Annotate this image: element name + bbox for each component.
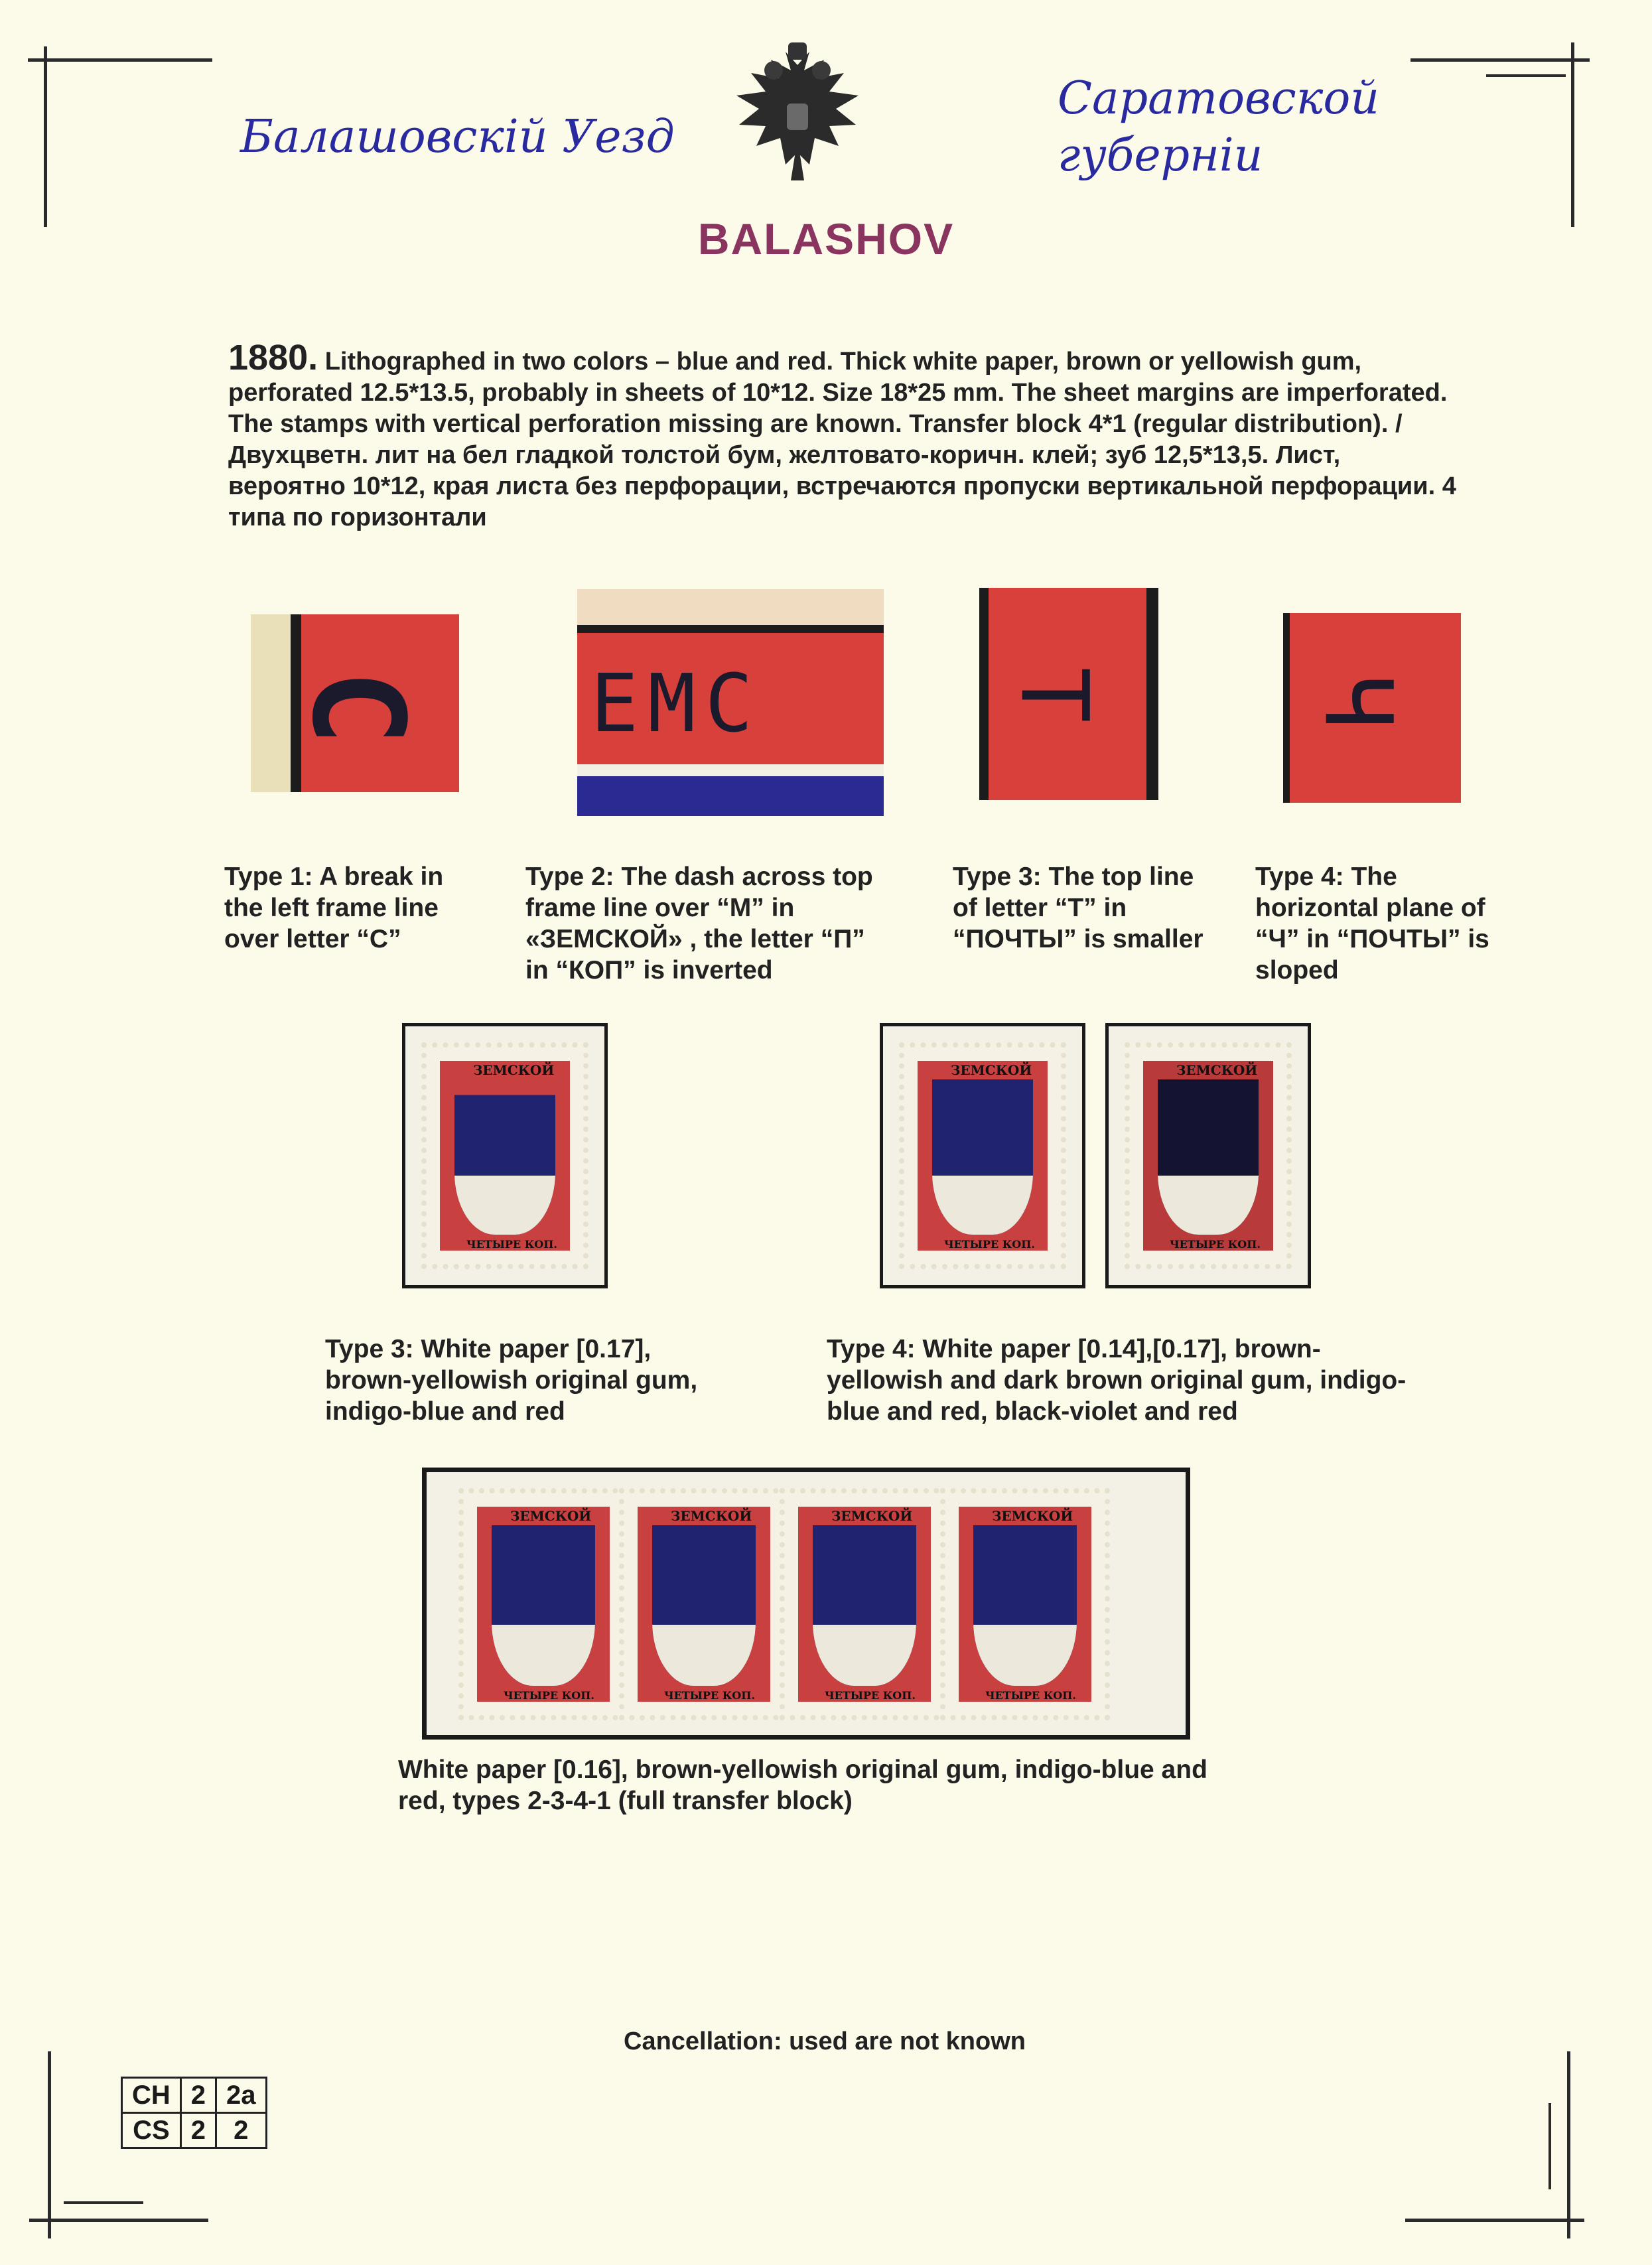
catalog-table [121,2077,267,2149]
double-headed-eagle-icon [724,40,870,187]
stamp-type4a-bottom: ЧЕТЫРЕ КОП. [944,1238,1035,1251]
type2-caption: Type 2: The dash across top frame line over “М” in «ЗЕМСКОЙ» , the letter “П” in “КОП” is inverted [525,862,873,985]
strip-stamp-3-bottom: ЧЕТЫРЕ КОП. [825,1689,916,1702]
catalog-value: 2 [216,2113,267,2148]
strip-stamp-4 [940,1488,1110,1720]
corner-top-right-h [1411,58,1590,62]
type2-detail-image [577,589,884,816]
catalog-label: CS [122,2113,181,2148]
catalog-value: 2 [180,2078,216,2113]
stamp-type4b-top: ЗЕМСКОЙ [1176,1062,1258,1078]
strip-stamp-1-top: ЗЕМСКОЙ [510,1508,592,1524]
strip-stamp-2 [619,1488,789,1720]
strip-stamp-2-bottom: ЧЕТЫРЕ КОП. [664,1689,755,1702]
strip-stamp-1-bottom: ЧЕТЫРЕ КОП. [504,1689,594,1702]
stamp-type3 [421,1042,588,1269]
cancellation-note: Cancellation: used are not known [624,2027,1026,2055]
stamp-type4a-top: ЗЕМСКОЙ [951,1062,1032,1078]
type4-detail-image [1283,613,1461,803]
stamp-type3-bottom: ЧЕТЫРЕ КОП. [466,1238,557,1251]
type4-stamp-caption: Type 4: White paper [0.14],[0.17], brown-yellowish and dark brown original gum, indigo-blue and red, black-violet and red [827,1335,1407,1426]
type3-detail-glyph: Т [999,667,1108,723]
type4-caption: Type 4: The horizontal plane of “Ч” in “ПОЧТЫ” is sloped [1255,862,1489,985]
corner-bottom-left-v [48,2051,51,2238]
catalog-label: CH [122,2078,181,2113]
corner-bottom-right-v2 [1549,2103,1551,2189]
corner-bottom-left-h2 [64,2201,143,2204]
type3-caption: Type 3: The top line of letter “Т” in “ПОЧТЫ” is smaller [953,862,1204,953]
type1-caption: Type 1: A break in the left frame line over letter “С” [224,862,444,953]
type3-stamp-caption: Type 3: White paper [0.17], brown-yellowish original gum, indigo-blue and red [325,1335,698,1426]
corner-top-right-h2 [1486,74,1566,77]
corner-bottom-right-v [1567,2051,1570,2238]
type4-stamp-mount-2 [1105,1023,1311,1288]
corner-bottom-left-h [29,2219,208,2222]
stamp-type4-b [1125,1042,1292,1269]
strip-stamp-4-top: ЗЕМСКОЙ [992,1508,1073,1524]
catalog-row [122,2078,267,2113]
type3-detail-image [979,588,1158,800]
strip-stamp-3 [780,1488,949,1720]
transfer-block-caption: White paper [0.16], brown-yellowish original gum, indigo-blue and red, types 2-3-4-1 (full transfer block) [398,1755,1207,1815]
district-title: Балашовскій Уезд [240,111,675,163]
page-title: BALASHOV [697,214,955,263]
strip-stamp-3-top: ЗЕМСКОЙ [831,1508,913,1524]
intro-text: Lithographed in two colors – blue and red. Thick white paper, brown or yellowish gum, perforated 12.5*13.5, probably in sheets of 10*12. Size 18*25 mm. The sheet margins are imperforated. The stamps with vertical perforation missing are known. Transfer block 4*1 (regular distribution). / Двухцветн. лит на бел гладкой толстой бум, желтовато-коричн. клей; зуб 12,5*13,5. Лист, вероятно 10*12, края листа без перфорации, встречаются пропуски вертикальной перфорации. 4 типа по горизонтали [228,348,1456,531]
strip-stamp-2-top: ЗЕМСКОЙ [671,1508,752,1524]
type3-stamp-mount [402,1023,608,1288]
stamp-type3-top: ЗЕМСКОЙ [473,1062,555,1078]
province-title-line2: губерніи [1058,129,1263,182]
type1-detail-glyph: C [284,669,431,746]
type4-stamp-mount-1 [880,1023,1085,1288]
corner-top-left-h [28,58,212,62]
catalog-value: 2 [180,2113,216,2148]
stamp-type4-a [899,1042,1066,1269]
type2-detail-glyph: ЕМС [590,658,762,750]
strip-stamp-4-bottom: ЧЕТЫРЕ КОП. [985,1689,1076,1702]
corner-bottom-right-h [1405,2219,1584,2222]
stamp-type4b-bottom: ЧЕТЫРЕ КОП. [1170,1238,1261,1251]
catalog-value: 2a [216,2078,267,2113]
transfer-block-mount [422,1468,1190,1740]
intro-paragraph [228,338,1462,533]
intro-year: 1880. [228,338,318,378]
type4-detail-glyph: Ч [1303,673,1412,730]
type1-detail-image [251,614,459,792]
strip-stamp-1 [458,1488,628,1720]
catalog-row [122,2113,267,2148]
province-title-line1: Саратовской [1058,72,1380,125]
corner-top-right-v [1571,42,1574,227]
corner-top-left-v [44,46,47,227]
